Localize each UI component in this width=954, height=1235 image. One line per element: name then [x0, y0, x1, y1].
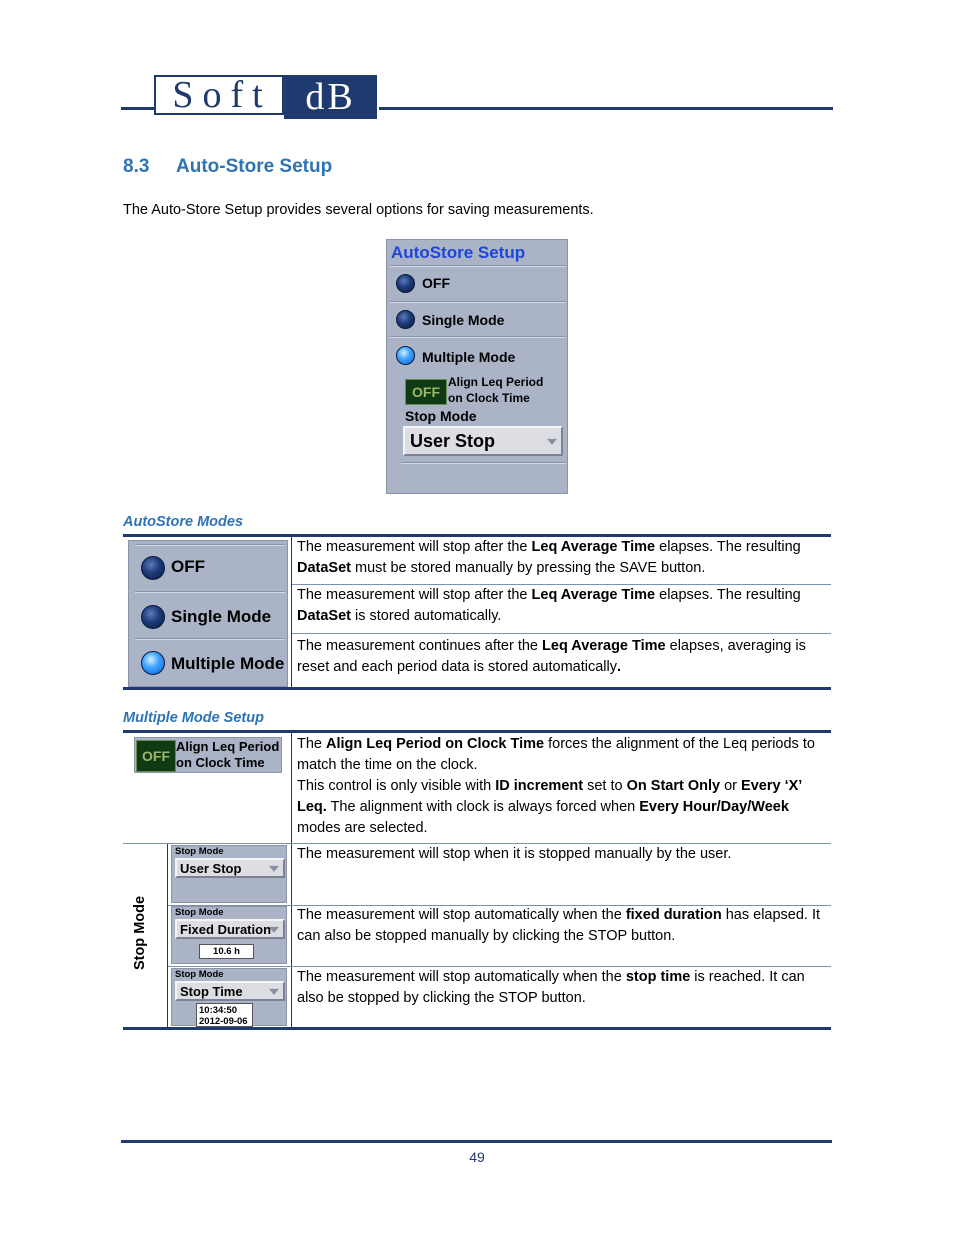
autostore-setup-panel	[386, 239, 568, 494]
chevron-down-icon	[269, 866, 279, 872]
off-radio-label: OFF	[422, 275, 450, 291]
stop-mode-value: User Stop	[410, 430, 496, 451]
stop-mode-column-divider	[167, 844, 168, 1027]
stop-time-field[interactable]	[196, 1003, 253, 1027]
softdb-logo	[154, 75, 379, 119]
table-top-rule	[123, 730, 831, 733]
panel-divider	[390, 336, 566, 338]
section-number: 8.3	[123, 156, 150, 177]
user-stop-description: The measurement will stop when it is stopped manually by the user.	[297, 846, 732, 862]
table-column-divider	[291, 537, 292, 687]
align-label-line1: Align Leq Period	[176, 739, 280, 754]
stop-mode-dropdown[interactable]	[403, 426, 563, 456]
stop-mode-label: Stop Mode	[175, 969, 224, 980]
table-bottom-rule	[123, 1027, 831, 1030]
multiple-mode-radio-label: Multiple Mode	[422, 349, 516, 365]
footer-rule	[121, 1140, 832, 1143]
align-label-line2: on Clock Time	[176, 755, 265, 770]
align-label-line2: on Clock Time	[448, 391, 530, 405]
align-toggle-button[interactable]: OFF	[405, 379, 447, 405]
panel-divider	[390, 265, 566, 267]
panel-divider	[135, 638, 285, 640]
stop-time-image	[171, 968, 287, 1026]
section-title: Auto-Store Setup	[176, 156, 333, 177]
chevron-down-icon	[269, 927, 279, 933]
stop-mode-value: Stop Time	[180, 983, 243, 999]
stop-mode-dropdown[interactable]	[175, 858, 285, 878]
stop-mode-dropdown[interactable]	[175, 919, 285, 939]
off-radio-icon[interactable]	[141, 556, 165, 580]
intro-text: The Auto-Store Setup provides several options for saving measurements.	[123, 202, 594, 218]
header-rule-right	[379, 107, 833, 110]
stop-mode-label: Stop Mode	[405, 408, 477, 424]
stop-date-value: 2012-09-06	[199, 1016, 248, 1027]
multiple-mode-radio-icon[interactable]	[396, 346, 415, 365]
stop-mode-value: User Stop	[180, 860, 242, 876]
section-heading	[123, 156, 332, 178]
header-rule-left	[121, 107, 154, 110]
stop-time-description: The measurement will stop automatically when the stop time is reached. It can also be stopped by clicking the STOP button.	[297, 969, 805, 1006]
autostore-modes-image	[128, 540, 288, 687]
chevron-down-icon	[269, 989, 279, 995]
logo-soft: Soft	[154, 75, 284, 115]
multiple-mode-radio-label: Multiple Mode	[171, 654, 285, 673]
panel-divider	[390, 301, 566, 303]
stop-mode-value: Fixed Duration	[180, 921, 272, 937]
logo-db: dB	[284, 75, 377, 119]
panel-title: AutoStore Setup	[391, 243, 526, 262]
off-mode-description: The measurement will stop after the Leq Average Time elapses. The resulting DataSet must be stored manually by pressing the SAVE button.	[297, 539, 801, 576]
panel-divider	[401, 462, 566, 464]
multiple-mode-setup-caption: Multiple Mode Setup	[123, 710, 264, 726]
stop-mode-label: Stop Mode	[175, 846, 224, 857]
off-radio-label: OFF	[171, 557, 205, 576]
panel-divider	[135, 544, 285, 546]
page-number: 49	[469, 1149, 485, 1165]
multiple-mode-radio-icon[interactable]	[141, 651, 165, 675]
single-mode-description: The measurement will stop after the Leq Average Time elapses. The resulting DataSet is stored automatically.	[297, 587, 801, 624]
fixed-duration-image	[171, 906, 287, 964]
chevron-down-icon	[547, 439, 557, 445]
single-mode-radio-label: Single Mode	[422, 312, 505, 328]
single-mode-radio-icon[interactable]	[141, 605, 165, 629]
stop-mode-row-heading: Stop Mode	[132, 895, 148, 971]
single-mode-radio-label: Single Mode	[171, 607, 272, 626]
stop-time-value: 10:34:50	[199, 1005, 238, 1016]
align-leq-image	[134, 737, 282, 773]
table-row-divider	[292, 633, 831, 634]
align-toggle-button[interactable]: OFF	[136, 740, 176, 772]
duration-field[interactable]: 10.6 h	[199, 944, 254, 959]
off-radio-icon[interactable]	[396, 274, 415, 293]
single-mode-radio-icon[interactable]	[396, 310, 415, 329]
autostore-modes-caption: AutoStore Modes	[123, 514, 244, 530]
stop-mode-label: Stop Mode	[175, 907, 224, 918]
fixed-duration-description: The measurement will stop automatically when the fixed duration has elapsed. It can also be stopped manually by clicking the STOP button.	[297, 907, 821, 944]
panel-divider	[135, 591, 285, 593]
stop-mode-dropdown[interactable]	[175, 981, 285, 1001]
multiple-mode-description: The measurement continues after the Leq Average Time elapses, averaging is reset and each period data is stored automatically.	[297, 638, 806, 675]
align-label-line1: Align Leq Period	[448, 375, 544, 389]
table-bottom-rule	[123, 687, 831, 690]
align-description: The Align Leq Period on Clock Time forces the alignment of the Leq periods to match the time on the clock. This control is only visible with ID increment set to On Start Only or Every ‘X’ Leq. The alignment with clock is always forced when Every Hour/Day/Week modes are selected.	[297, 736, 815, 836]
table-column-divider	[291, 733, 292, 1027]
user-stop-image	[171, 845, 287, 903]
